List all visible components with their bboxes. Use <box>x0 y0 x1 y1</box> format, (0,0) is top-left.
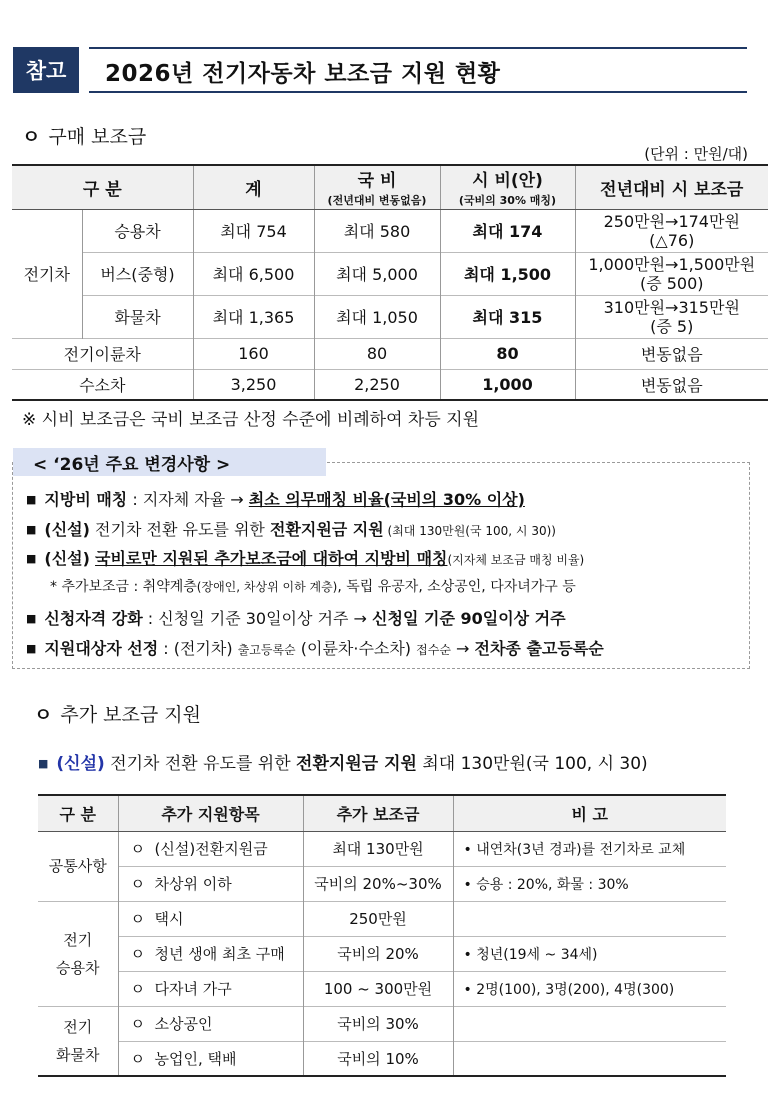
row-national: 최대 1,050 <box>314 295 440 338</box>
row-change: 1,000만원→1,500만원 (증 500) <box>575 252 768 295</box>
square-bullet-icon: ■ <box>38 757 49 770</box>
row-total: 최대 6,500 <box>193 252 314 295</box>
group-ev-truck: 전기 화물차 <box>38 1006 118 1076</box>
section-heading: 추가 보조금 지원 <box>60 704 201 726</box>
change-item-extra-note: * 추가보조금 : 취약계층(장애인, 차상위 이하 계층), 독립 유공자, 소상공인, 다자녀가구 등 <box>50 579 576 595</box>
row-national: 최대 580 <box>314 209 440 252</box>
row-total: 160 <box>193 338 314 369</box>
row-city: 최대 1,500 <box>440 252 575 295</box>
group-ev-passenger: 전기 승용차 <box>38 901 118 1006</box>
square-bullet-icon: ■ <box>26 612 37 625</box>
title-bar <box>13 47 747 95</box>
title-divider-top <box>89 47 747 49</box>
section-purchase-subsidy <box>22 122 146 149</box>
header-change: 전년대비 시 보조금 <box>575 165 768 209</box>
table-row <box>12 252 768 295</box>
row-national: 80 <box>314 338 440 369</box>
header-amount: 추가 보조금 <box>303 795 453 831</box>
row-type: 화물차 <box>82 295 193 338</box>
changes-tab: < ‘26년 주요 변경사항 > <box>13 448 326 476</box>
row-type: 승용차 <box>82 209 193 252</box>
section-heading: 구매 보조금 <box>48 126 147 148</box>
row-total: 최대 1,365 <box>193 295 314 338</box>
row-change: 변동없음 <box>575 338 768 369</box>
row-city: 최대 315 <box>440 295 575 338</box>
row-change: 250만원→174만원 (△76) <box>575 209 768 252</box>
footnote: ※ 시비 보조금은 국비 보조금 산정 수준에 비례하여 차등 지원 <box>22 410 480 430</box>
row-national: 최대 5,000 <box>314 252 440 295</box>
table-row: ㅇ 차상위 이하 국비의 20%~30% • 승용 : 20%, 화물 : 30% <box>38 866 726 901</box>
title-badge: 참고 <box>13 47 79 93</box>
row-city: 80 <box>440 338 575 369</box>
square-bullet-icon: ■ <box>26 552 37 565</box>
change-item-transition-support: ■ (신설) 전기차 전환 유도를 위한 전환지원금 지원 (최대 130만원(국 100, 시 30)) <box>26 520 556 539</box>
section-additional-subsidy <box>34 700 201 727</box>
table-row: 전기 승용차 ㅇ 택시 250만원 <box>38 901 726 936</box>
header-category: 구 분 <box>38 795 118 831</box>
row-total: 최대 754 <box>193 209 314 252</box>
table-row: 전기 화물차 ㅇ 소상공인 국비의 30% <box>38 1006 726 1041</box>
header-item: 추가 지원항목 <box>118 795 303 831</box>
row-city: 1,000 <box>440 369 575 400</box>
purchase-subsidy-table <box>12 164 768 401</box>
row-city: 최대 174 <box>440 209 575 252</box>
group-ev: 전기차 <box>12 209 82 338</box>
additional-subsidy-table <box>38 794 726 1077</box>
square-bullet-icon: ■ <box>26 523 37 536</box>
change-item-eligibility: ■ 신청자격 강화 : 신청일 기준 30일이상 거주 → 신청일 기준 90일이상 거주 <box>26 609 566 628</box>
change-item-selection: ■ 지원대상자 선정 : (전기차) 출고등록순 (이륜차·수소차) 접수순 → 전차종 출고등록순 <box>26 639 604 658</box>
group-common: 공통사항 <box>38 831 118 901</box>
header-total: 계 <box>193 165 314 209</box>
change-item-extra-matching: ■ (신설) 국비로만 지원된 추가보조금에 대하여 지방비 매칭(지자체 보조금 매칭 비율) <box>26 549 585 568</box>
header-city: 시 비(안) (국비의 30% 매칭) <box>440 165 575 209</box>
change-item-local-matching: ■ 지방비 매칭 : 지자체 자율 → 최소 의무매칭 비율(국비의 30% 이상) <box>26 490 525 509</box>
section-bullet: ㅇ <box>34 704 53 726</box>
square-bullet-icon: ■ <box>26 493 37 506</box>
row-type: 버스(중형) <box>82 252 193 295</box>
row-national: 2,250 <box>314 369 440 400</box>
row-total: 3,250 <box>193 369 314 400</box>
row-type: 수소차 <box>12 369 193 400</box>
header-national: 국 비 (전년대비 변동없음) <box>314 165 440 209</box>
unit-label: (단위 : 만원/대) <box>644 145 748 163</box>
page-title: 2026년 전기자동차 보조금 지원 현황 <box>105 61 501 87</box>
table-row: ㅇ 청년 생애 최초 구매 국비의 20% • 청년(19세 ~ 34세) <box>38 936 726 971</box>
table-row <box>12 369 768 400</box>
square-bullet-icon: ■ <box>26 642 37 655</box>
title-divider-bottom <box>89 91 747 93</box>
new-support-line: ■ (신설) 전기차 전환 유도를 위한 전환지원금 지원 최대 130만원(국 100, 시 30) <box>38 754 648 774</box>
header-category: 구 분 <box>12 165 193 209</box>
header-note: 비 고 <box>453 795 726 831</box>
row-change: 변동없음 <box>575 369 768 400</box>
table-row <box>12 338 768 369</box>
table-row <box>12 209 768 252</box>
table-row: ㅇ 농업인, 택배 국비의 10% <box>38 1041 726 1076</box>
row-type: 전기이륜차 <box>12 338 193 369</box>
table-row <box>12 295 768 338</box>
row-change: 310만원→315만원 (증 5) <box>575 295 768 338</box>
table-row: 공통사항 ㅇ (신설)전환지원금 최대 130만원 • 내연차(3년 경과)를 전기차로 교체 <box>38 831 726 866</box>
section-bullet: ㅇ <box>22 126 41 148</box>
table-row: ㅇ 다자녀 가구 100 ~ 300만원 • 2명(100), 3명(200), 4명(300) <box>38 971 726 1006</box>
